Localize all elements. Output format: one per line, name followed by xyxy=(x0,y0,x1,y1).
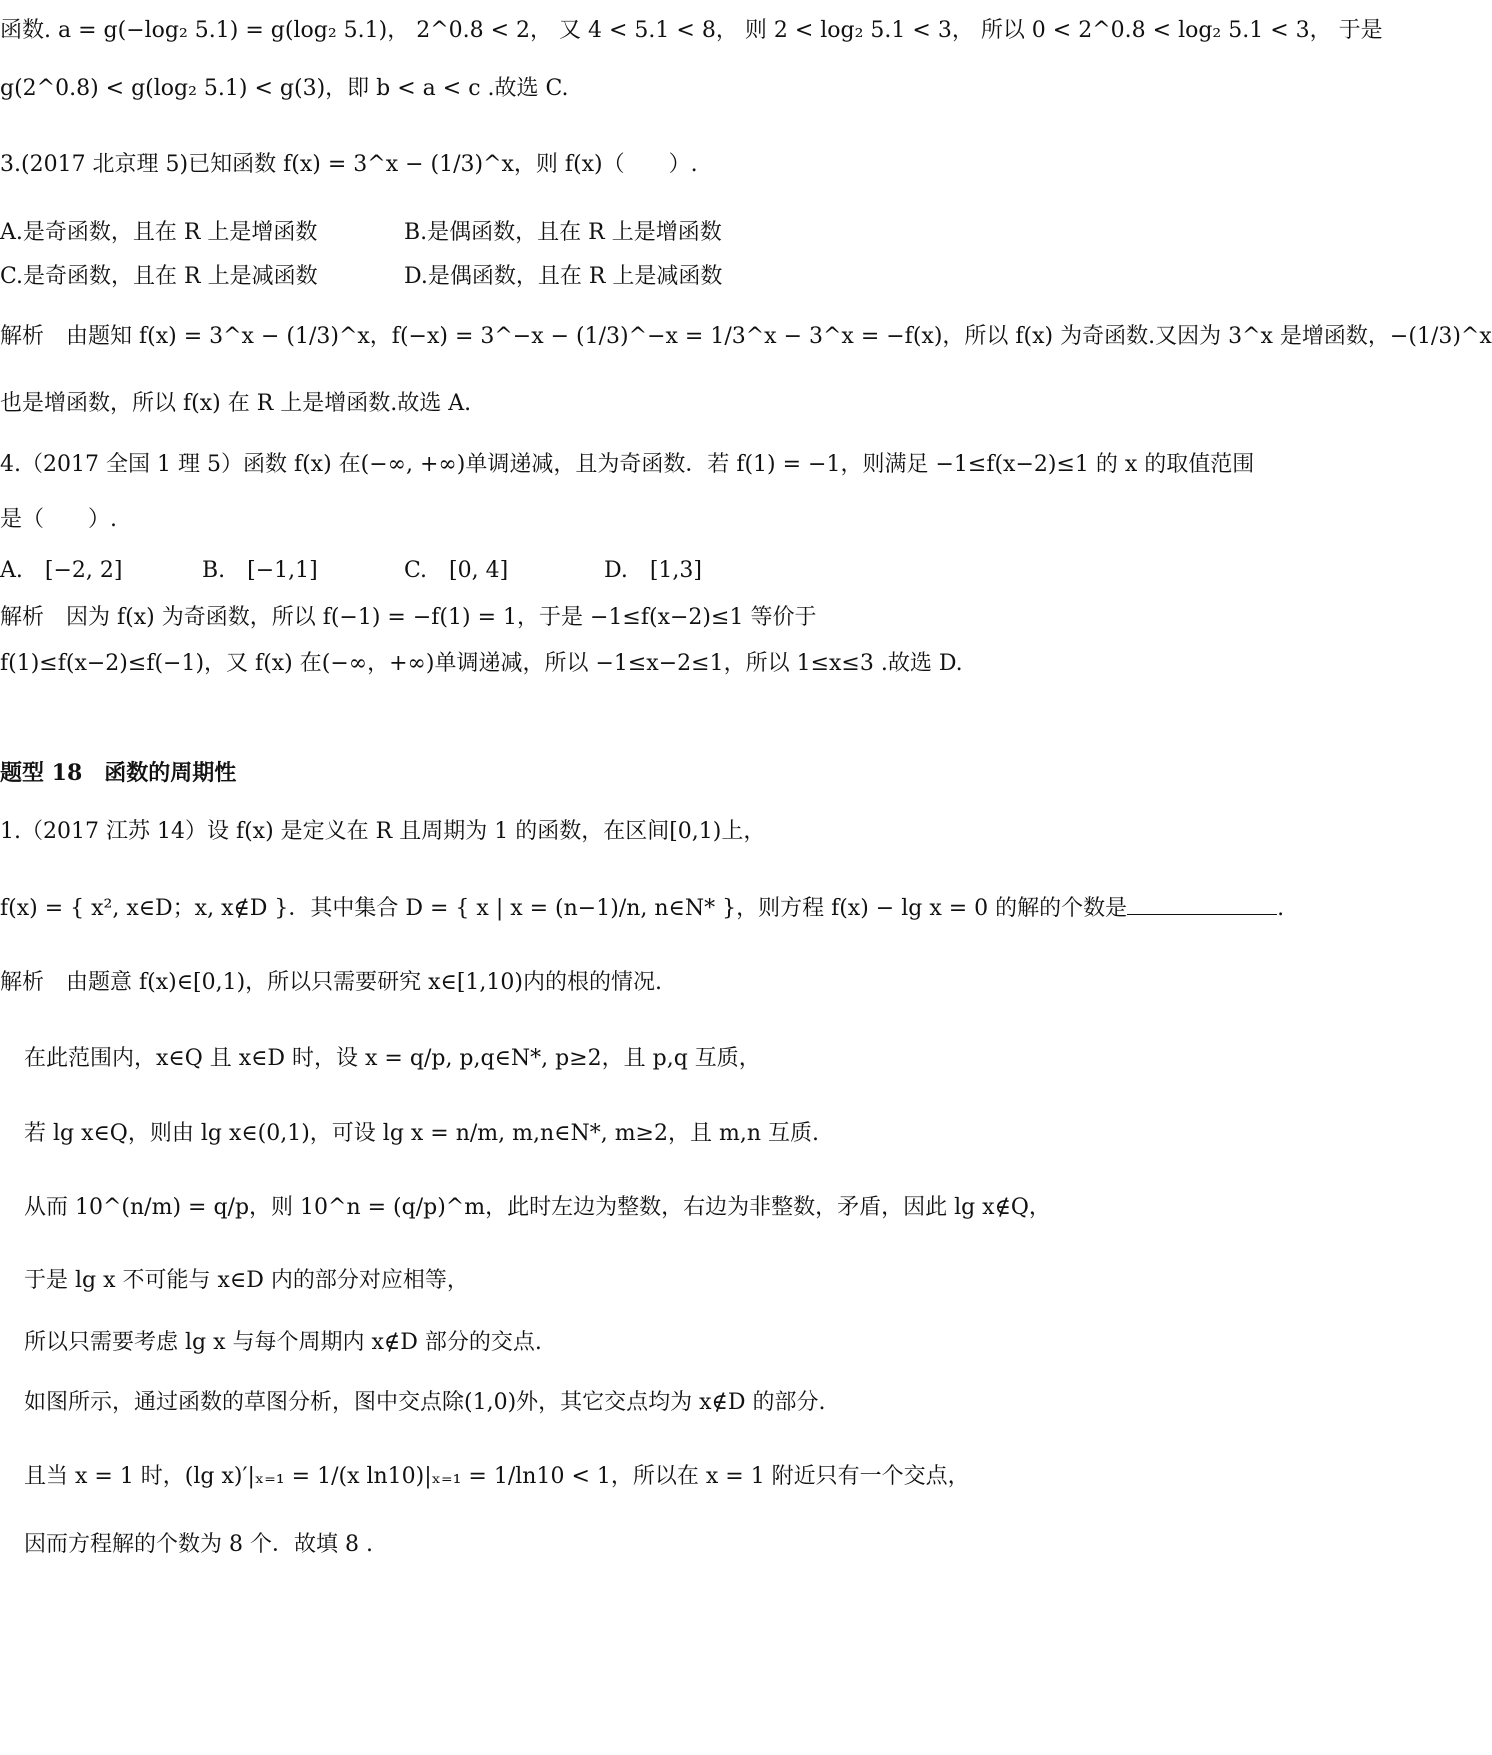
text-line-1: 函数. a = g(−log₂ 5.1) = g(log₂ 5.1)， 2^0.8 < 2， 又 4 < 5.1 < 8， 则 2 < log₂ 5.1 < 3， 所以 0 < 2^0.8 < log₂ 5.1 < 3， 于是 xyxy=(0,18,1383,43)
solution-1-line-9: 因而方程解的个数为 8 个．故填 8 . xyxy=(24,1532,373,1557)
option-4c: C. [0, 4] xyxy=(404,558,509,583)
question-1-stem: 1.（2017 江苏 14）设 f(x) 是定义在 R 且周期为 1 的函数，在区间[0,1)上， xyxy=(0,819,766,844)
solution-1-line-3: 若 lg x∈Q，则由 lg x∈(0,1)，可设 lg x = n/m, m,n∈N*, m≥2，且 m,n 互质. xyxy=(24,1121,819,1146)
solution-4-line-2: f(1)≤f(x−2)≤f(−1)，又 f(x) 在(−∞，+∞)单调递减，所以 −1≤x−2≤1，所以 1≤x≤3 .故选 D. xyxy=(0,651,963,676)
question-3-stem: 3.(2017 北京理 5)已知函数 f(x) = 3^x − (1/3)^x，则 f(x)（ ）. xyxy=(0,152,698,177)
solution-1-line-7: 如图所示，通过函数的草图分析，图中交点除(1,0)外，其它交点均为 x∉D 的部分. xyxy=(24,1390,826,1415)
solution-3-line-1: 解析 由题知 f(x) = 3^x − (1/3)^x，f(−x) = 3^−x − (1/3)^−x = 1/3^x − 3^x = −f(x)，所以 f(x) 为奇函数.又因为 3^x 是增函数，−(1/3)^x xyxy=(0,324,1492,349)
answer-blank xyxy=(1127,896,1277,915)
solution-1-line-8: 且当 x = 1 时，(lg x)′|ₓ₌₁ = 1/(x ln10)|ₓ₌₁ = 1/ln10 < 1，所以在 x = 1 附近只有一个交点， xyxy=(24,1464,970,1489)
solution-4-line-1: 解析 因为 f(x) 为奇函数，所以 f(−1) = −f(1) = 1，于是 −1≤f(x−2)≤1 等价于 xyxy=(0,605,817,630)
question-4-stem-2: 是（ ）. xyxy=(0,507,117,532)
text-line-2: g(2^0.8) < g(log₂ 5.1) < g(3)，即 b < a < c .故选 C. xyxy=(0,76,569,101)
blank-period: . xyxy=(1277,896,1285,921)
option-3d: D.是偶函数，且在 R 上是减函数 xyxy=(404,264,723,289)
option-3a: A.是奇函数，且在 R 上是增函数 xyxy=(0,220,318,245)
option-3c: C.是奇函数，且在 R 上是减函数 xyxy=(0,264,318,289)
option-3b: B.是偶函数，且在 R 上是增函数 xyxy=(404,220,722,245)
option-4b: B. [−1,1] xyxy=(202,558,318,583)
question-4-stem-1: 4.（2017 全国 1 理 5）函数 f(x) 在(−∞, +∞)单调递减，且为奇函数．若 f(1) = −1，则满足 −1≤f(x−2)≤1 的 x 的取值范围 xyxy=(0,452,1255,477)
question-1-piecewise xyxy=(0,894,1285,924)
section-heading: 题型 18 函数的周期性 xyxy=(0,760,237,786)
piecewise-text: f(x) = { x², x∈D；x, x∉D }．其中集合 D = { x | x = (n−1)/n, n∈N* }，则方程 f(x) − lg x = 0 的解的个数是 xyxy=(0,896,1128,921)
solution-1-line-2: 在此范围内，x∈Q 且 x∈D 时，设 x = q/p, p,q∈N*, p≥2，且 p,q 互质， xyxy=(24,1046,761,1071)
option-4a: A. [−2, 2] xyxy=(0,558,123,583)
solution-1-line-1: 解析 由题意 f(x)∈[0,1)，所以只需要研究 x∈[1,10)内的根的情况. xyxy=(0,970,662,995)
option-4d: D. [1,3] xyxy=(604,558,703,583)
solution-1-line-5: 于是 lg x 不可能与 x∈D 内的部分对应相等， xyxy=(24,1268,469,1293)
solution-3-line-2: 也是增函数，所以 f(x) 在 R 上是增函数.故选 A. xyxy=(0,391,472,416)
solution-1-line-4: 从而 10^(n/m) = q/p，则 10^n = (q/p)^m，此时左边为整数，右边为非整数，矛盾，因此 lg x∉Q， xyxy=(24,1195,1051,1220)
solution-1-line-6: 所以只需要考虑 lg x 与每个周期内 x∉D 部分的交点. xyxy=(24,1330,542,1355)
